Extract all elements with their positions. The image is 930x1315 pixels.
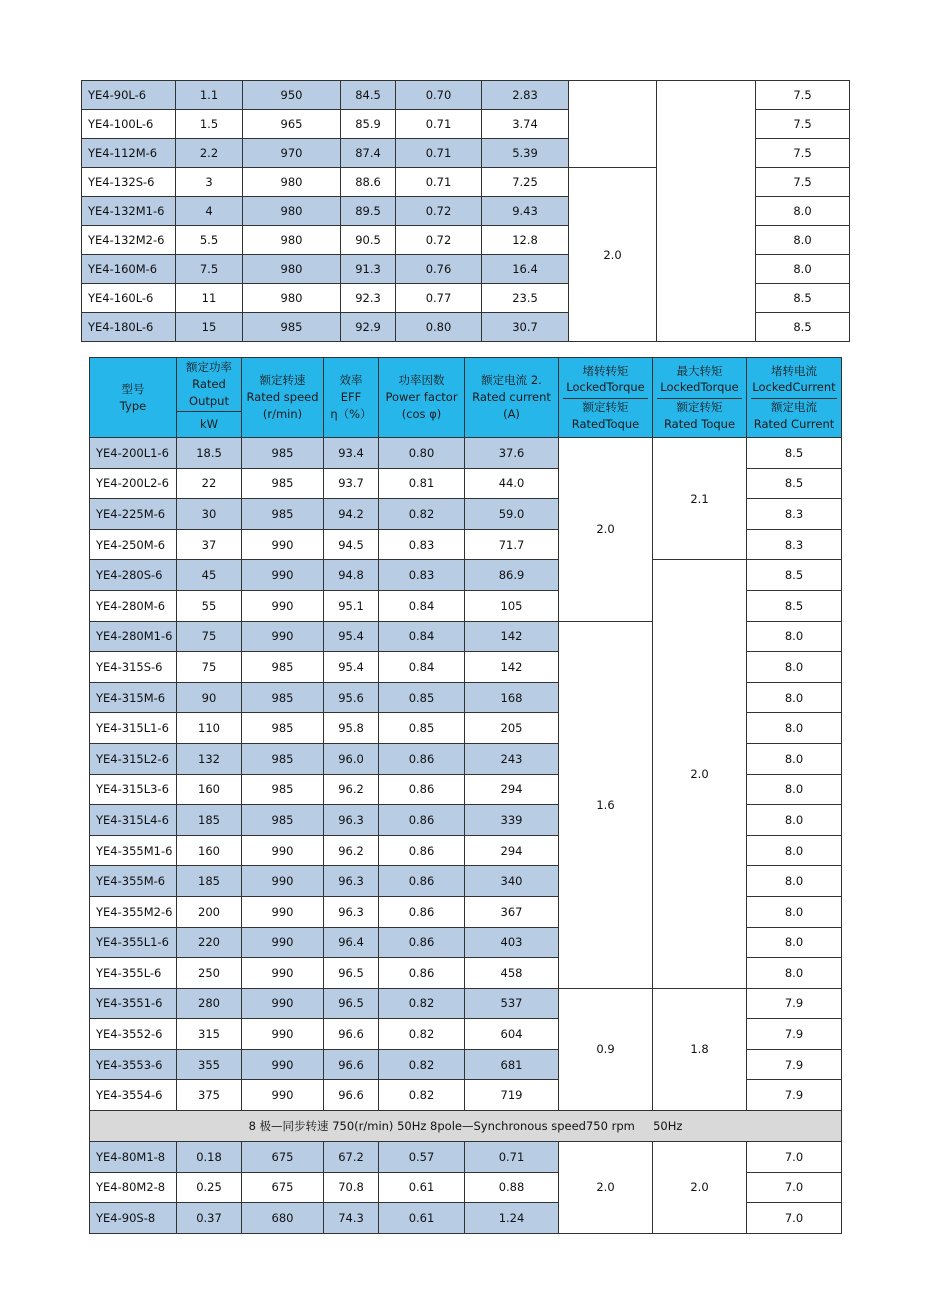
cell-rated-current: 142 bbox=[465, 652, 559, 683]
cell-rated-current: 59.0 bbox=[465, 499, 559, 530]
cell-locked-current-ratio: 8.0 bbox=[747, 743, 842, 774]
cell-locked-current-ratio: 8.0 bbox=[756, 226, 850, 255]
cell-type: YE4-315M-6 bbox=[90, 682, 177, 713]
cell-efficiency: 96.3 bbox=[324, 805, 379, 836]
cell-rated-speed: 680 bbox=[242, 1203, 324, 1234]
cell-rated-output: 185 bbox=[177, 866, 242, 897]
cell-rated-speed: 970 bbox=[243, 139, 341, 168]
cell-rated-speed: 985 bbox=[242, 774, 324, 805]
cell-type: YE4-180L-6 bbox=[82, 313, 176, 342]
cell-type: YE4-100L-6 bbox=[82, 110, 176, 139]
cell-power-factor: 0.71 bbox=[396, 139, 482, 168]
header-rated-speed: 额定转速 Rated speed (r/min) bbox=[242, 358, 324, 438]
cell-efficiency: 95.6 bbox=[324, 682, 379, 713]
header-locked-current-ratio: 堵转电流 LockedCurrent 额定电流 Rated Current bbox=[747, 358, 842, 438]
cell-max-torque-ratio: 2.0 bbox=[653, 560, 747, 988]
cell-locked-current-ratio: 8.5 bbox=[756, 284, 850, 313]
cell-efficiency: 92.3 bbox=[341, 284, 396, 313]
cell-efficiency: 74.3 bbox=[324, 1203, 379, 1234]
cell-rated-output: 1.1 bbox=[176, 81, 243, 110]
cell-locked-current-ratio: 8.0 bbox=[756, 255, 850, 284]
cell-type: YE4-355L-6 bbox=[90, 958, 177, 989]
cell-efficiency: 88.6 bbox=[341, 168, 396, 197]
cell-rated-current: 681 bbox=[465, 1049, 559, 1080]
header-rated-current: 额定电流 2. Rated current (A) bbox=[465, 358, 559, 438]
cell-rated-output: 1.5 bbox=[176, 110, 243, 139]
cell-efficiency: 96.4 bbox=[324, 927, 379, 958]
cell-rated-output: 37 bbox=[177, 529, 242, 560]
cell-power-factor: 0.86 bbox=[379, 866, 465, 897]
table-row bbox=[90, 1142, 842, 1173]
cell-rated-speed: 980 bbox=[243, 255, 341, 284]
cell-type: YE4-355M1-6 bbox=[90, 835, 177, 866]
cell-type: YE4-3551-6 bbox=[90, 988, 177, 1019]
cell-power-factor: 0.61 bbox=[379, 1203, 465, 1234]
cell-rated-output: 132 bbox=[177, 743, 242, 774]
cell-locked-torque-ratio: 2.0 bbox=[559, 438, 653, 622]
cell-rated-output: 200 bbox=[177, 896, 242, 927]
cell-efficiency: 90.5 bbox=[341, 226, 396, 255]
cell-power-factor: 0.71 bbox=[396, 110, 482, 139]
cell-rated-output: 30 bbox=[177, 499, 242, 530]
cell-rated-current: 7.25 bbox=[482, 168, 569, 197]
cell-locked-current-ratio: 7.5 bbox=[756, 139, 850, 168]
cell-rated-current: 2.83 bbox=[482, 81, 569, 110]
cell-rated-speed: 965 bbox=[243, 110, 341, 139]
cell-rated-current: 340 bbox=[465, 866, 559, 897]
cell-locked-current-ratio: 7.0 bbox=[747, 1172, 842, 1203]
cell-rated-output: 55 bbox=[177, 590, 242, 621]
cell-efficiency: 94.8 bbox=[324, 560, 379, 591]
cell-locked-current-ratio: 7.5 bbox=[756, 110, 850, 139]
cell-efficiency: 94.5 bbox=[324, 529, 379, 560]
cell-rated-output: 375 bbox=[177, 1080, 242, 1111]
cell-rated-current: 16.4 bbox=[482, 255, 569, 284]
cell-power-factor: 0.81 bbox=[379, 468, 465, 499]
cell-rated-speed: 980 bbox=[243, 284, 341, 313]
cell-locked-current-ratio: 8.5 bbox=[756, 313, 850, 342]
cell-efficiency: 96.3 bbox=[324, 866, 379, 897]
cell-locked-current-ratio: 8.0 bbox=[747, 652, 842, 683]
cell-rated-speed: 990 bbox=[242, 590, 324, 621]
cell-efficiency: 85.9 bbox=[341, 110, 396, 139]
cell-rated-output: 185 bbox=[177, 805, 242, 836]
cell-type: YE4-355L1-6 bbox=[90, 927, 177, 958]
cell-locked-current-ratio: 8.0 bbox=[747, 805, 842, 836]
cell-efficiency: 96.0 bbox=[324, 743, 379, 774]
cell-rated-current: 243 bbox=[465, 743, 559, 774]
cell-power-factor: 0.70 bbox=[396, 81, 482, 110]
cell-power-factor: 0.83 bbox=[379, 560, 465, 591]
cell-type: YE4-160L-6 bbox=[82, 284, 176, 313]
cell-rated-current: 205 bbox=[465, 713, 559, 744]
cell-efficiency: 95.4 bbox=[324, 621, 379, 652]
table-row bbox=[90, 438, 842, 469]
cell-locked-current-ratio: 8.5 bbox=[747, 590, 842, 621]
cell-rated-speed: 985 bbox=[242, 438, 324, 469]
cell-locked-current-ratio: 8.3 bbox=[747, 499, 842, 530]
cell-rated-current: 339 bbox=[465, 805, 559, 836]
cell-rated-speed: 990 bbox=[242, 1049, 324, 1080]
cell-rated-current: 142 bbox=[465, 621, 559, 652]
cell-power-factor: 0.83 bbox=[379, 529, 465, 560]
cell-type: YE4-80M2-8 bbox=[90, 1172, 177, 1203]
cell-max-torque-ratio: 2.1 bbox=[653, 438, 747, 560]
cell-rated-current: 294 bbox=[465, 835, 559, 866]
cell-type: YE4-315L3-6 bbox=[90, 774, 177, 805]
cell-rated-output: 315 bbox=[177, 1019, 242, 1050]
header-output-unit: kW bbox=[177, 412, 242, 438]
spec-table-main bbox=[89, 357, 842, 1234]
cell-type: YE4-3553-6 bbox=[90, 1049, 177, 1080]
cell-efficiency: 89.5 bbox=[341, 197, 396, 226]
cell-rated-current: 105 bbox=[465, 590, 559, 621]
cell-power-factor: 0.86 bbox=[379, 805, 465, 836]
cell-rated-speed: 990 bbox=[242, 988, 324, 1019]
cell-locked-current-ratio: 8.5 bbox=[747, 438, 842, 469]
cell-locked-current-ratio: 7.0 bbox=[747, 1142, 842, 1173]
cell-rated-output: 75 bbox=[177, 621, 242, 652]
table-row bbox=[90, 988, 842, 1019]
cell-efficiency: 94.2 bbox=[324, 499, 379, 530]
cell-type: YE4-280M-6 bbox=[90, 590, 177, 621]
cell-locked-current-ratio: 8.0 bbox=[747, 896, 842, 927]
cell-rated-output: 2.2 bbox=[176, 139, 243, 168]
cell-rated-current: 3.74 bbox=[482, 110, 569, 139]
cell-type: YE4-250M-6 bbox=[90, 529, 177, 560]
cell-efficiency: 92.9 bbox=[341, 313, 396, 342]
cell-efficiency: 93.7 bbox=[324, 468, 379, 499]
cell-efficiency: 67.2 bbox=[324, 1142, 379, 1173]
cell-rated-speed: 985 bbox=[243, 313, 341, 342]
cell-rated-current: 1.24 bbox=[465, 1203, 559, 1234]
cell-rated-current: 168 bbox=[465, 682, 559, 713]
cell-efficiency: 70.8 bbox=[324, 1172, 379, 1203]
cell-type: YE4-315L2-6 bbox=[90, 743, 177, 774]
cell-efficiency: 96.6 bbox=[324, 1019, 379, 1050]
cell-power-factor: 0.84 bbox=[379, 590, 465, 621]
cell-power-factor: 0.71 bbox=[396, 168, 482, 197]
cell-power-factor: 0.82 bbox=[379, 1049, 465, 1080]
table-row bbox=[90, 560, 842, 591]
cell-rated-current: 719 bbox=[465, 1080, 559, 1111]
cell-rated-speed: 990 bbox=[242, 560, 324, 591]
table-row bbox=[82, 81, 850, 110]
cell-type: YE4-355M-6 bbox=[90, 866, 177, 897]
cell-rated-output: 160 bbox=[177, 774, 242, 805]
header-efficiency: 效率 EFF η（%） bbox=[324, 358, 379, 438]
cell-locked-current-ratio: 8.0 bbox=[747, 866, 842, 897]
cell-rated-current: 537 bbox=[465, 988, 559, 1019]
cell-rated-speed: 985 bbox=[242, 468, 324, 499]
cell-rated-speed: 990 bbox=[242, 835, 324, 866]
cell-power-factor: 0.85 bbox=[379, 713, 465, 744]
cell-rated-current: 12.8 bbox=[482, 226, 569, 255]
cell-rated-speed: 985 bbox=[242, 713, 324, 744]
section-header-8pole bbox=[90, 1111, 842, 1142]
cell-locked-current-ratio: 7.5 bbox=[756, 81, 850, 110]
cell-rated-current: 37.6 bbox=[465, 438, 559, 469]
cell-rated-current: 367 bbox=[465, 896, 559, 927]
cell-efficiency: 95.1 bbox=[324, 590, 379, 621]
cell-locked-current-ratio: 8.0 bbox=[747, 774, 842, 805]
cell-locked-current-ratio: 7.9 bbox=[747, 1019, 842, 1050]
cell-type: YE4-280S-6 bbox=[90, 560, 177, 591]
cell-rated-output: 18.5 bbox=[177, 438, 242, 469]
cell-rated-output: 7.5 bbox=[176, 255, 243, 284]
cell-rated-current: 9.43 bbox=[482, 197, 569, 226]
cell-rated-current: 604 bbox=[465, 1019, 559, 1050]
cell-rated-output: 22 bbox=[177, 468, 242, 499]
cell-rated-current: 44.0 bbox=[465, 468, 559, 499]
cell-efficiency: 95.4 bbox=[324, 652, 379, 683]
cell-locked-current-ratio: 7.0 bbox=[747, 1203, 842, 1234]
cell-rated-current: 23.5 bbox=[482, 284, 569, 313]
cell-locked-current-ratio: 8.0 bbox=[747, 835, 842, 866]
cell-type: YE4-132S-6 bbox=[82, 168, 176, 197]
table-header-row bbox=[90, 358, 842, 412]
cell-efficiency: 96.2 bbox=[324, 835, 379, 866]
cell-rated-output: 220 bbox=[177, 927, 242, 958]
cell-type: YE4-355M2-6 bbox=[90, 896, 177, 927]
cell-rated-speed: 980 bbox=[243, 168, 341, 197]
cell-locked-current-ratio: 8.0 bbox=[747, 621, 842, 652]
cell-rated-current: 0.71 bbox=[465, 1142, 559, 1173]
cell-power-factor: 0.57 bbox=[379, 1142, 465, 1173]
cell-rated-output: 160 bbox=[177, 835, 242, 866]
cell-type: YE4-200L1-6 bbox=[90, 438, 177, 469]
cell-rated-output: 250 bbox=[177, 958, 242, 989]
cell-type: YE4-3554-6 bbox=[90, 1080, 177, 1111]
cell-rated-speed: 675 bbox=[242, 1142, 324, 1173]
cell-rated-speed: 990 bbox=[242, 896, 324, 927]
cell-type: YE4-225M-6 bbox=[90, 499, 177, 530]
cell-efficiency: 96.6 bbox=[324, 1080, 379, 1111]
cell-rated-output: 355 bbox=[177, 1049, 242, 1080]
cell-locked-current-ratio: 7.9 bbox=[747, 988, 842, 1019]
cell-power-factor: 0.80 bbox=[396, 313, 482, 342]
cell-locked-current-ratio: 8.0 bbox=[747, 958, 842, 989]
cell-locked-torque-ratio: 1.6 bbox=[559, 621, 653, 988]
cell-rated-current: 403 bbox=[465, 927, 559, 958]
cell-power-factor: 0.77 bbox=[396, 284, 482, 313]
cell-power-factor: 0.82 bbox=[379, 1080, 465, 1111]
cell-power-factor: 0.80 bbox=[379, 438, 465, 469]
cell-efficiency: 96.6 bbox=[324, 1049, 379, 1080]
cell-rated-output: 110 bbox=[177, 713, 242, 744]
cell-rated-current: 30.7 bbox=[482, 313, 569, 342]
cell-efficiency: 96.3 bbox=[324, 896, 379, 927]
cell-efficiency: 93.4 bbox=[324, 438, 379, 469]
cell-locked-torque-ratio: 2.0 bbox=[569, 168, 657, 342]
cell-locked-current-ratio: 8.0 bbox=[756, 197, 850, 226]
cell-locked-current-ratio: 7.5 bbox=[756, 168, 850, 197]
cell-type: YE4-132M2-6 bbox=[82, 226, 176, 255]
cell-power-factor: 0.76 bbox=[396, 255, 482, 284]
cell-efficiency: 91.3 bbox=[341, 255, 396, 284]
cell-type: YE4-80M1-8 bbox=[90, 1142, 177, 1173]
cell-efficiency: 84.5 bbox=[341, 81, 396, 110]
cell-power-factor: 0.82 bbox=[379, 499, 465, 530]
cell-locked-current-ratio: 8.3 bbox=[747, 529, 842, 560]
cell-type: YE4-315L4-6 bbox=[90, 805, 177, 836]
cell-type: YE4-112M-6 bbox=[82, 139, 176, 168]
cell-rated-speed: 985 bbox=[242, 682, 324, 713]
cell-efficiency: 87.4 bbox=[341, 139, 396, 168]
cell-rated-output: 75 bbox=[177, 652, 242, 683]
cell-rated-output: 4 bbox=[176, 197, 243, 226]
cell-type: YE4-315L1-6 bbox=[90, 713, 177, 744]
cell-power-factor: 0.82 bbox=[379, 988, 465, 1019]
spec-table-continuation bbox=[81, 80, 850, 342]
cell-rated-speed: 950 bbox=[243, 81, 341, 110]
cell-rated-current: 5.39 bbox=[482, 139, 569, 168]
cell-rated-current: 86.9 bbox=[465, 560, 559, 591]
cell-power-factor: 0.86 bbox=[379, 958, 465, 989]
cell-locked-current-ratio: 8.0 bbox=[747, 927, 842, 958]
cell-power-factor: 0.86 bbox=[379, 927, 465, 958]
cell-rated-output: 0.37 bbox=[177, 1203, 242, 1234]
cell-type: YE4-90S-8 bbox=[90, 1203, 177, 1234]
cell-type: YE4-90L-6 bbox=[82, 81, 176, 110]
cell-rated-output: 90 bbox=[177, 682, 242, 713]
cell-rated-output: 5.5 bbox=[176, 226, 243, 255]
cell-rated-output: 11 bbox=[176, 284, 243, 313]
cell-power-factor: 0.86 bbox=[379, 774, 465, 805]
cell-type: YE4-132M1-6 bbox=[82, 197, 176, 226]
cell-locked-current-ratio: 8.5 bbox=[747, 560, 842, 591]
cell-power-factor: 0.86 bbox=[379, 743, 465, 774]
cell-rated-speed: 980 bbox=[243, 226, 341, 255]
cell-type: YE4-200L2-6 bbox=[90, 468, 177, 499]
cell-locked-current-ratio: 8.5 bbox=[747, 468, 842, 499]
cell-power-factor: 0.86 bbox=[379, 896, 465, 927]
cell-rated-speed: 990 bbox=[242, 529, 324, 560]
cell-locked-current-ratio: 7.9 bbox=[747, 1049, 842, 1080]
cell-locked-current-ratio: 7.9 bbox=[747, 1080, 842, 1111]
header-power-factor: 功率因数 Power factor (cos φ) bbox=[379, 358, 465, 438]
cell-rated-speed: 990 bbox=[242, 927, 324, 958]
cell-rated-speed: 990 bbox=[242, 958, 324, 989]
cell-rated-current: 71.7 bbox=[465, 529, 559, 560]
cell-rated-current: 294 bbox=[465, 774, 559, 805]
cell-max-torque-ratio: 2.0 bbox=[653, 1142, 747, 1234]
cell-rated-speed: 990 bbox=[242, 866, 324, 897]
cell-rated-speed: 980 bbox=[243, 197, 341, 226]
cell-max-torque-ratio bbox=[657, 81, 756, 342]
cell-rated-speed: 990 bbox=[242, 1019, 324, 1050]
cell-power-factor: 0.72 bbox=[396, 226, 482, 255]
cell-rated-output: 280 bbox=[177, 988, 242, 1019]
cell-locked-torque-ratio bbox=[569, 81, 657, 168]
cell-efficiency: 95.8 bbox=[324, 713, 379, 744]
cell-rated-output: 0.25 bbox=[177, 1172, 242, 1203]
cell-rated-output: 15 bbox=[176, 313, 243, 342]
cell-rated-current: 0.88 bbox=[465, 1172, 559, 1203]
cell-rated-speed: 985 bbox=[242, 805, 324, 836]
cell-efficiency: 96.2 bbox=[324, 774, 379, 805]
cell-type: YE4-315S-6 bbox=[90, 652, 177, 683]
cell-type: YE4-3552-6 bbox=[90, 1019, 177, 1050]
cell-rated-speed: 985 bbox=[242, 652, 324, 683]
cell-power-factor: 0.86 bbox=[379, 835, 465, 866]
cell-locked-current-ratio: 8.0 bbox=[747, 713, 842, 744]
cell-efficiency: 96.5 bbox=[324, 958, 379, 989]
header-rated-output: 额定功率 Rated Output bbox=[177, 358, 242, 412]
header-max-torque-ratio: 最大转矩 LockedTorque 额定转矩 Rated Toque bbox=[653, 358, 747, 438]
cell-locked-torque-ratio: 2.0 bbox=[559, 1142, 653, 1234]
cell-rated-speed: 985 bbox=[242, 499, 324, 530]
cell-rated-speed: 990 bbox=[242, 1080, 324, 1111]
cell-rated-output: 0.18 bbox=[177, 1142, 242, 1173]
cell-power-factor: 0.72 bbox=[396, 197, 482, 226]
header-type: 型号 Type bbox=[90, 358, 177, 438]
cell-power-factor: 0.84 bbox=[379, 621, 465, 652]
cell-rated-speed: 675 bbox=[242, 1172, 324, 1203]
cell-rated-output: 3 bbox=[176, 168, 243, 197]
cell-power-factor: 0.82 bbox=[379, 1019, 465, 1050]
cell-rated-speed: 990 bbox=[242, 621, 324, 652]
cell-power-factor: 0.84 bbox=[379, 652, 465, 683]
cell-power-factor: 0.85 bbox=[379, 682, 465, 713]
header-locked-torque-ratio: 堵转转矩 LockedTorque 额定转矩 RatedToque bbox=[559, 358, 653, 438]
cell-rated-output: 45 bbox=[177, 560, 242, 591]
cell-type: YE4-160M-6 bbox=[82, 255, 176, 284]
cell-rated-speed: 985 bbox=[242, 743, 324, 774]
section-title: 8 极—同步转速 750(r/min) 50Hz 8pole—Synchronous speed750 rpm 50Hz bbox=[90, 1111, 842, 1142]
cell-efficiency: 96.5 bbox=[324, 988, 379, 1019]
cell-locked-current-ratio: 8.0 bbox=[747, 682, 842, 713]
cell-rated-current: 458 bbox=[465, 958, 559, 989]
cell-type: YE4-280M1-6 bbox=[90, 621, 177, 652]
cell-locked-torque-ratio: 0.9 bbox=[559, 988, 653, 1110]
cell-max-torque-ratio: 1.8 bbox=[653, 988, 747, 1110]
cell-power-factor: 0.61 bbox=[379, 1172, 465, 1203]
